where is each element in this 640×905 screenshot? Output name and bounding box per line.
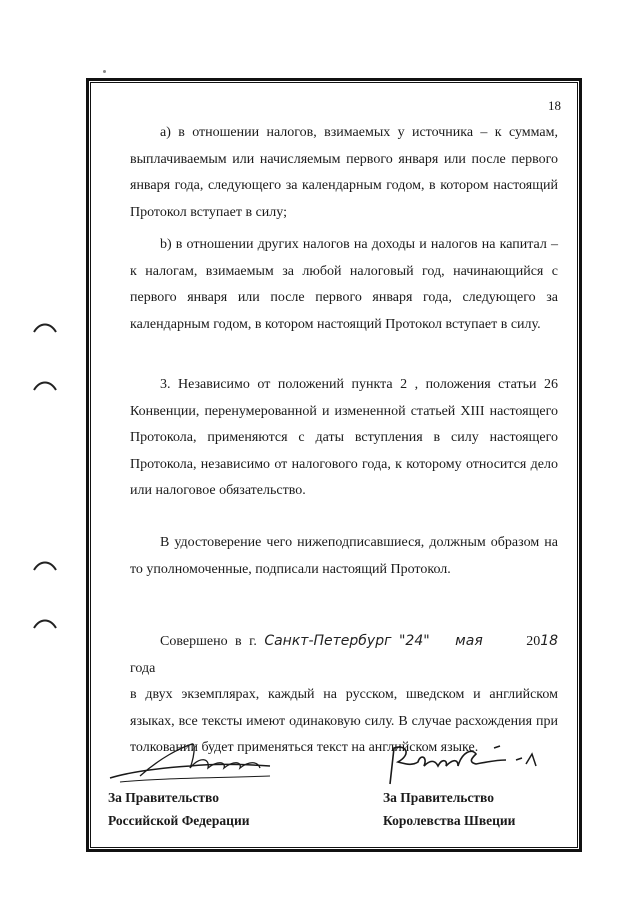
year-suffix: года [130,660,156,676]
done-at-line [130,628,558,682]
paragraph-witness: В удостоверение чего нижеподписавшиеся, должным образом на то уполномоченные, подписали настоящий Протокол. [130,535,558,577]
binder-hole-mark [32,322,58,334]
done-at-rest: в двух экземплярах, каждый на русском, шведском и английском языках, все тексты имеют одинаковую силу. В случае расхождения при толковании будет применяться текст на английском языке. [130,687,558,755]
binder-hole-mark [32,618,58,630]
handwritten-day: "24" [398,633,430,649]
signatory-sweden [383,786,515,832]
binder-hole-mark [32,560,58,572]
signatory-sweden-line2: Королевства Швеции [383,813,516,828]
paragraph-withholding-taxes: а) в отношении налогов, взимаемых у источника – к суммам, выплачиваемым или начисляемым первого января или после первого января года, следующего за календарным годом, в котором настоящий Протокол вступает в силу; [130,125,558,220]
paragraph-other-taxes: b) в отношении других налогов на доходы и налогов на капитал – к налогам, взимаемым за любой налоговый год, начинающийся с первого января или после первого января года, следующего за календарным годом, в котором настоящий Протокол вступает в силу. [130,237,558,332]
handwritten-year: 18 [540,633,559,649]
signatory-russia [108,786,250,832]
signatory-russia-line2: Российской Федерации [108,813,250,828]
page-number: 18 [548,98,561,113]
paragraph-article-26: 3. Независимо от положений пункта 2 , положения статьи 26 Конвенции, перенумерованной и измененной статьей XIII настоящего Протокола, применяются с даты вступления в силу настоящего Протокола, независимо от налогового года, к которому относится дело или налоговое обязательство. [130,377,558,498]
handwritten-city: Санкт-Петербург [264,633,392,649]
scan-speck [103,70,106,73]
year-prefix: 20 [526,634,541,649]
handwritten-month: мая [455,633,483,649]
signature-sweden [376,740,556,792]
signatory-sweden-line1: За Правительство [383,790,494,805]
binder-hole-mark [32,380,58,392]
done-at-prefix: Совершено в г. [160,634,257,649]
signatory-russia-line1: За Правительство [108,790,219,805]
